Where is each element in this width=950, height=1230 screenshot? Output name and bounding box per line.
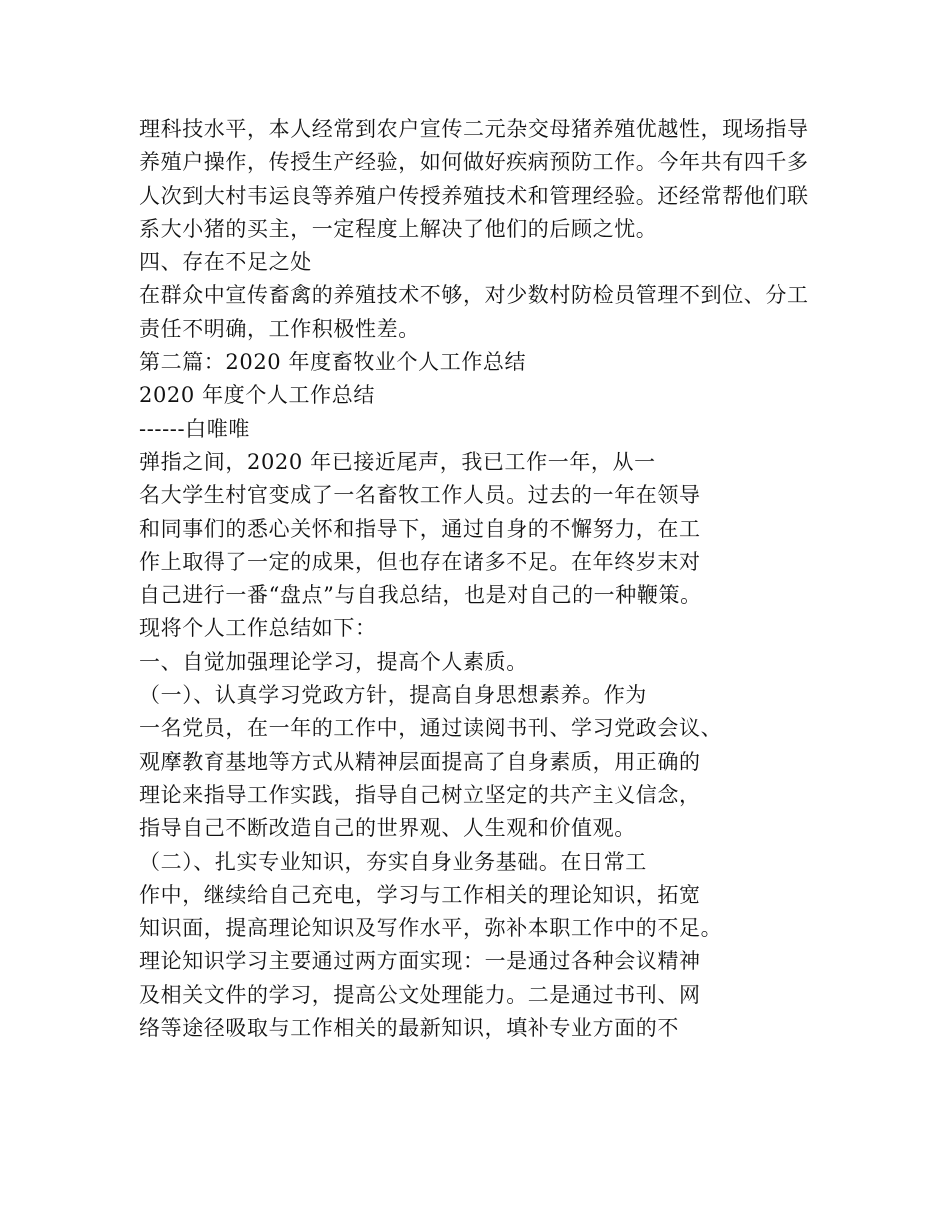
text-line: 人次到大村韦运良等养殖户传授养殖技术和管理经验。还经常帮他们联 bbox=[139, 183, 809, 208]
section-heading: 四、存在不足之处 bbox=[139, 250, 312, 275]
text-line: 作中，继续给自己充电，学习与工作相关的理论知识，拓宽 bbox=[139, 882, 701, 907]
document-title: 2020 年度个人工作总结 bbox=[139, 383, 375, 408]
text-line: 及相关文件的学习，提高公文处理能力。二是通过书刊、网 bbox=[139, 982, 701, 1007]
author-line: ------白唯唯 bbox=[139, 416, 250, 441]
text-line: 知识面，提高理论知识及写作水平，弥补本职工作中的不足。 bbox=[139, 916, 723, 941]
text-line: 责任不明确，工作积极性差。 bbox=[139, 316, 420, 341]
text-line: 作上取得了一定的成果，但也存在诸多不足。在年终岁末对 bbox=[139, 549, 701, 574]
text-line: 名大学生村官变成了一名畜牧工作人员。过去的一年在领导 bbox=[139, 483, 701, 508]
subsection-heading: （二）、扎实专业知识，夯实自身业务基础。在日常工 bbox=[139, 849, 647, 874]
text-line: 在群众中宣传畜禽的养殖技术不够，对少数村防检员管理不到位、分工 bbox=[139, 283, 809, 308]
text-line: 和同事们的悉心关怀和指导下，通过自身的不懈努力，在工 bbox=[139, 516, 701, 541]
text-line: 观摩教育基地等方式从精神层面提高了自身素质，用正确的 bbox=[139, 749, 701, 774]
text-line: 自己进行一番“盘点”与自我总结，也是对自己的一种鞭策。 bbox=[139, 583, 702, 608]
text-line: 弹指之间，2020 年已接近尾声，我已工作一年，从一 bbox=[139, 449, 656, 474]
subsection-heading: （一）、认真学习党政方针，提高自身思想素养。作为 bbox=[139, 683, 647, 708]
text-line: 理论来指导工作实践，指导自己树立坚定的共产主义信念， bbox=[139, 782, 701, 807]
text-line: 络等途径吸取与工作相关的最新知识，填补专业方面的不 bbox=[139, 1016, 679, 1041]
chapter-title: 第二篇：2020 年度畜牧业个人工作总结 bbox=[139, 350, 527, 375]
text-line: 系大小猪的买主，一定程度上解决了他们的后顾之忧。 bbox=[139, 216, 658, 241]
text-line: 理论知识学习主要通过两方面实现：一是通过各种会议精神 bbox=[139, 949, 701, 974]
text-line: 理科技水平，本人经常到农户宣传二元杂交母猪养殖优越性，现场指导 bbox=[139, 117, 809, 141]
text-line: 现将个人工作总结如下： bbox=[139, 616, 377, 641]
text-line: 指导自己不断改造自己的世界观、人生观和价值观。 bbox=[139, 816, 636, 841]
text-line: 养殖户操作，传授生产经验，如何做好疾病预防工作。今年共有四千多 bbox=[139, 150, 809, 175]
text-line: 一名党员，在一年的工作中，通过读阅书刊、学习党政会议、 bbox=[139, 716, 723, 741]
document-body bbox=[139, 113, 829, 1045]
section-heading: 一、自觉加强理论学习，提高个人素质。 bbox=[139, 649, 528, 674]
